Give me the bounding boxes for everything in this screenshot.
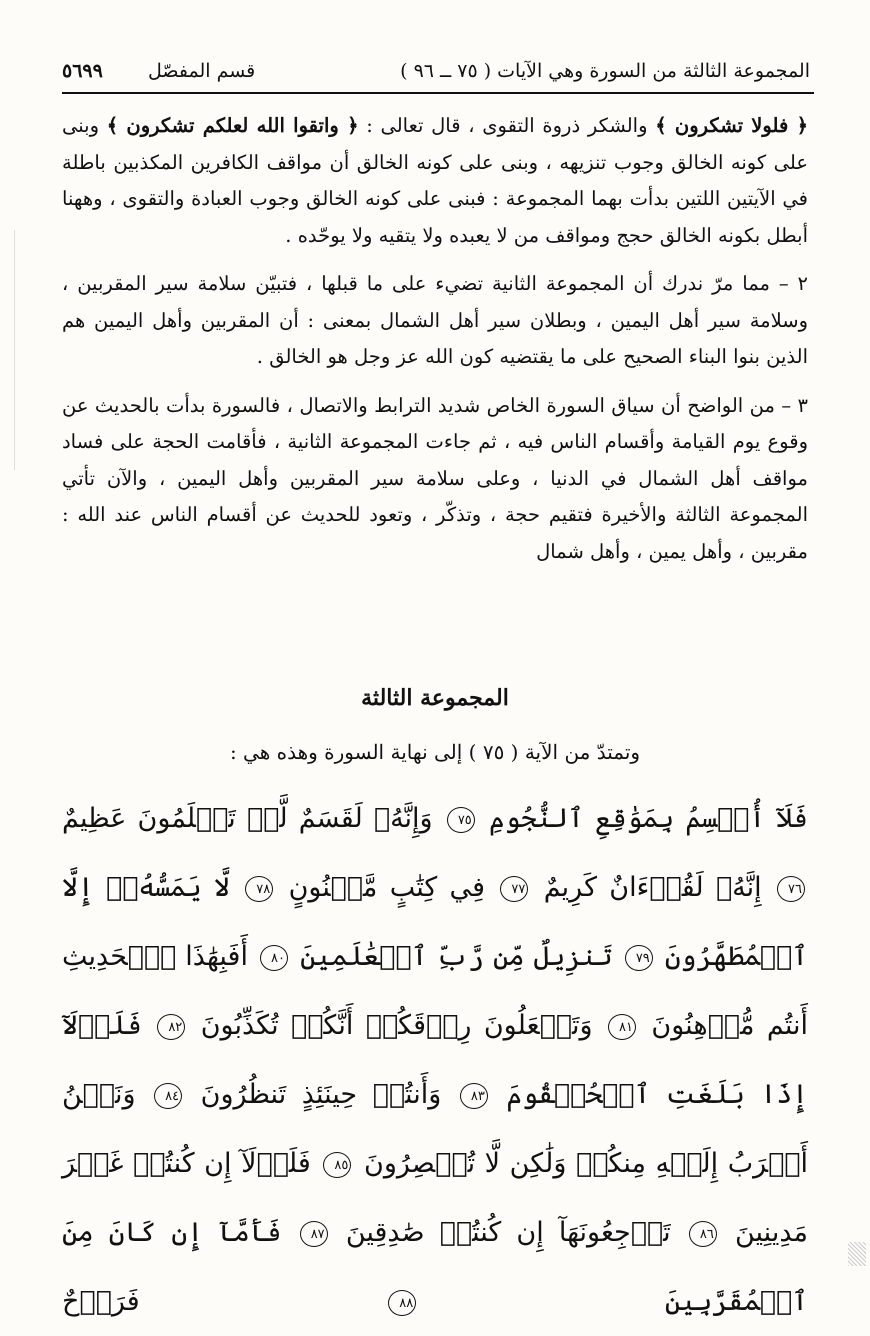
verse-text: إِنَّهُۥ لَقُرۡءَانٌ كَرِيمٌ (543, 872, 762, 903)
verse-text: أَفَبِهَٰذَا ٱلۡحَدِيثِ أَنتُم مُّدۡهِنُونَ (62, 941, 808, 1041)
verse-number-marker: ٧٩ (625, 945, 653, 971)
quran-verses (62, 784, 808, 1336)
verse-number-marker: ٧٧ (500, 876, 528, 902)
verse-text: فَرَوۡحٌ (62, 1286, 140, 1317)
page-number: ٥٦٩٩ (62, 60, 103, 82)
header-title: المجموعة الثالثة من السورة وهي الآيات ( ٧٥ ــ ٩٦ ) (400, 60, 810, 82)
header-section: قسم المفصّل (148, 60, 256, 82)
verse-number-marker: ٧٦ (777, 876, 805, 902)
section-intro: وتمتدّ من الآية ( ٧٥ ) إلى نهاية السورة وهذه هي : (229, 740, 641, 764)
header-rule (62, 92, 814, 94)
verse-text: وَتَجۡعَلُونَ رِزۡقَكُمۡ أَنَّكُمۡ تُكَذِّبُونَ (200, 1010, 593, 1041)
verse-text: لَّا يَمَسُّهُۥٓ إِلَّا ٱلۡمُطَهَّرُونَ (62, 872, 808, 972)
body-text (62, 108, 808, 582)
verse-text: وَأَنتُمۡ حِينَئِذٍ تَنظُرُونَ (200, 1079, 442, 1110)
verse-number-marker: ٨٦ (689, 1221, 717, 1247)
verse-number-marker: ٨٧ (300, 1221, 328, 1247)
paragraph-3: ٣ – من الواضح أن سياق السورة الخاص شديد الترابط والاتصال ، فالسورة بدأت بالحديث عن وقوع يوم القيامة وأقسام الناس فيه ، ثم جاءت المجموعة الثانية ، فأقامت الحجة على فساد مواقف أهل الشمال في الدنيا ، وعلى سلامة سير المقربين وأهل اليمين ، والآن تأتي المجموعة الثالثة والأخيرة فتقيم حجة ، وتذكّر ، وتعود للحديث عن أقسام الناس عند الله : مقربين ، وأهل يمين ، وأهل شمال (62, 393, 808, 563)
verse-text: فِي كِتَٰبٍ مَّكۡنُونٍ (288, 872, 485, 903)
section-heading: المجموعة الثالثة (361, 685, 509, 711)
scan-corner-mark (848, 1242, 866, 1266)
verse-text: فَلَوۡلَآ إِذَا بَلَغَتِ ٱلۡحُلۡقُومَ (62, 1010, 808, 1110)
verse-text: وَنَحۡنُ أَقۡرَبُ إِلَيۡهِ مِنكُمۡ وَلَٰكِن لَّا تُبۡصِرُونَ (62, 1079, 808, 1179)
verse-text: تَنزِيلٌ مِّن رَّبِّ ٱلۡعَٰلَمِينَ (300, 941, 613, 972)
verse-text: فَأَمَّآ إِن كَانَ مِنَ ٱلۡمُقَرَّبِينَ (62, 1217, 808, 1317)
verse-number-marker: ٨١ (608, 1014, 636, 1040)
verse-number-marker: ٨٥ (323, 1152, 351, 1178)
verse-number-marker: ٨٤ (154, 1083, 182, 1109)
verse-number-marker: ٨٢ (157, 1014, 185, 1040)
verse-number-marker: ٨٨ (388, 1290, 416, 1316)
verse-number-marker: ٧٥ (447, 807, 475, 833)
running-header (58, 56, 810, 90)
paragraph-2: ٢ – مما مرّ ندرك أن المجموعة الثانية تضيء على ما قبلها ، فتبيّن سلامة سير المقربين ، وسلامة سير أهل اليمين ، وبطلان سير أهل الشمال بمعنى : أن المقربين وأهل اليمين هم الذين بنوا البناء الصحيح على ما يقتضيه كون الله عز وجل هو الخالق . (62, 272, 808, 368)
verse-text: وَإِنَّهُۥ لَقَسَمٌ لَّوۡ تَعۡلَمُونَ عَظِيمٌ (62, 803, 433, 834)
verse-number-marker: ٨٠ (260, 945, 288, 971)
quoted-phrase: ﴿ فلولا تشكرون ﴾ (655, 114, 808, 137)
verse-text: تَرۡجِعُونَهَآ إِن كُنتُمۡ صَٰدِقِينَ (345, 1217, 671, 1248)
quoted-phrase: ﴿ واتقوا الله لعلكم تشكرون ﴾ (106, 114, 359, 137)
verse-number-marker: ٨٣ (460, 1083, 488, 1109)
paragraph-1 (62, 108, 808, 254)
verse-text: فَلَوۡلَآ إِن كُنتُمۡ غَيۡرَ مَدِينِينَ (62, 1148, 808, 1248)
paragraph-text: وبنى على كونه الخالق وجوب تنزيهه ، وبنى على كونه الخالق أن مواقف الكافرين المكذبين باطلة في الآيتين اللتين بدأت بهما المجموعة : فبنى على كونه الخالق وجوب العبادة والتقوى ، وههنا أبطل بكونه الخالق حجج ومواقف من لا يعبده ولا يتقيه ولا يوحّده . (62, 114, 808, 247)
verse-text: فَلَآ أُقۡسِمُ بِمَوَٰقِعِ ٱلنُّجُومِ (488, 803, 808, 834)
paragraph-text: والشكر ذروة التقوى ، قال تعالى : (358, 114, 656, 137)
scan-margin-line (14, 230, 15, 470)
verse-number-marker: ٧٨ (245, 876, 273, 902)
